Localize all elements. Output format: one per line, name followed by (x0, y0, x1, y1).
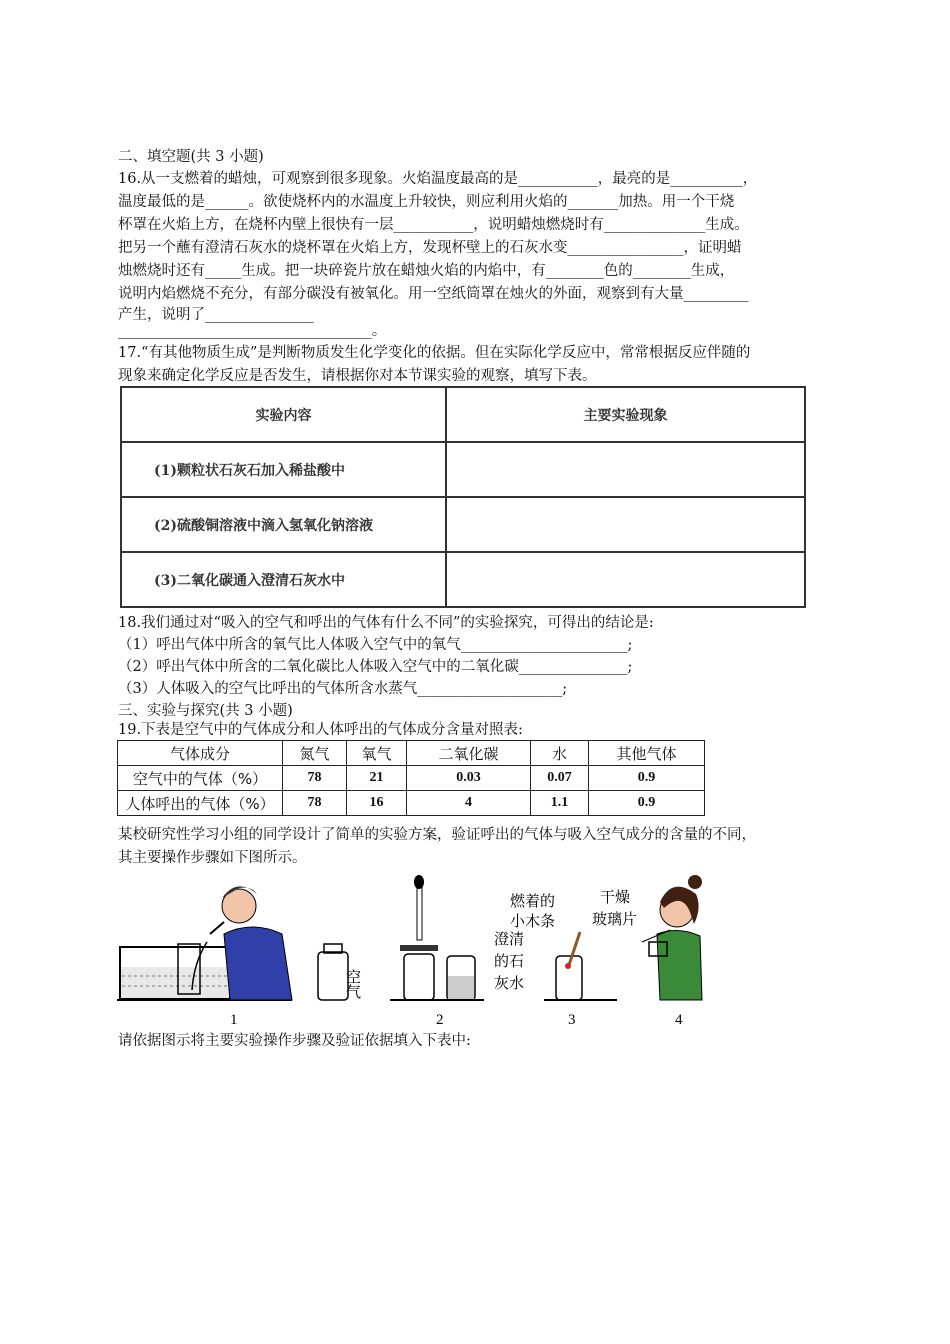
q19-cell: 21 (347, 766, 407, 791)
burning-stick-label: 燃着的 (510, 892, 556, 910)
q19-cell: 0.07 (531, 766, 589, 791)
q18-line: （3）人体吸入的空气比呼出的气体所含水蒸气____________________; (118, 681, 568, 697)
figure-number: 1 (230, 1012, 238, 1028)
q18-line: 18.我们通过对“吸入的空气和呼出的气体有什么不同”的实验探究，可得出的结论是: (118, 615, 654, 631)
figure-2-dropper-bottles (390, 875, 484, 1000)
figure-number: 3 (568, 1012, 576, 1028)
q17-answer-cell[interactable] (446, 552, 805, 607)
q19-cell: 78 (283, 791, 347, 816)
q18-line: （2）呼出气体中所含的二氧化碳比人体吸入空气中的二氧化碳_______________; (118, 659, 633, 675)
q19-table (117, 740, 705, 816)
q17-row-label: (2)硫酸铜溶液中滴入氢氧化钠溶液 (121, 497, 446, 552)
q17-row-label: (1)颗粒状石灰石加入稀盐酸中 (121, 442, 446, 497)
q19-header: 其他气体 (589, 741, 705, 766)
q19-cell: 4 (407, 791, 531, 816)
q19-cell: 16 (347, 791, 407, 816)
q19-header: 氮气 (283, 741, 347, 766)
q16-line: 烛燃烧时还有_____生成。把一块碎瓷片放在蜡烛火焰的内焰中，有________色的________生成， (118, 263, 735, 279)
q19-cell: 78 (283, 766, 347, 791)
q16-line: 杯罩在火焰上方，在烧杯内壁上很快有一层___________，说明蜡烛燃烧时有______________生成。 (118, 217, 749, 233)
q16-line: 温度最低的是______。欲使烧杯内的水温度上升较快，则应利用火焰的_______加热。用一个干烧 (118, 194, 735, 210)
q19-header: 气体成分 (118, 741, 283, 766)
q19-text: 其主要操作步骤如下图所示。 (118, 850, 307, 866)
q19-header: 水 (531, 741, 589, 766)
q17-answer-cell[interactable] (446, 442, 805, 497)
section-3-title: 三、实验与探究(共 3 小题) (118, 703, 293, 719)
experiment-figure (112, 872, 732, 1032)
q19-cell: 0.9 (589, 791, 705, 816)
figure-number: 4 (675, 1012, 683, 1028)
q19-header: 二氧化碳 (407, 741, 531, 766)
q17-answer-cell[interactable] (446, 497, 805, 552)
dry-glass-label: 干燥 (600, 888, 631, 906)
q17-table (120, 386, 806, 608)
q16-line: 说明内焰燃烧不充分，有部分碳没有被氧化。用一空纸筒罩在烛火的外面，观察到有大量_________ (118, 286, 749, 302)
q17-header: 主要实验现象 (446, 387, 805, 442)
q19-cell: 1.1 (531, 791, 589, 816)
q16-line: 把另一个蘸有澄清石灰水的烧杯罩在火焰上方，发现杯壁上的石灰水变________________，证明蜡 (118, 240, 742, 256)
q19-cell: 0.9 (589, 766, 705, 791)
limewater-label: 的石 (494, 952, 525, 970)
figure-number: 2 (436, 1012, 444, 1028)
q17-line: 17.“有其他物质生成”是判断物质发生化学变化的依据。但在实际化学反应中，常常根据反应伴随的 (118, 345, 751, 361)
q19-cell: 0.03 (407, 766, 531, 791)
q19-header: 氧气 (347, 741, 407, 766)
q19-row-label: 人体呼出的气体（%） (118, 791, 283, 816)
limewater-label: 灰水 (494, 974, 525, 992)
q16-line: 16.从一支燃着的蜡烛，可观察到很多现象。火焰温度最高的是___________，最亮的是__________， (118, 171, 758, 187)
figure-3-burning-stick (544, 932, 617, 1000)
q17-header: 实验内容 (121, 387, 446, 442)
q17-line: 现象来确定化学反应是否发生，请根据你对本节课实验的观察，填写下表。 (118, 368, 597, 384)
q19-after: 请依据图示将主要实验操作步骤及验证依据填入下表中: (118, 1033, 471, 1049)
dry-glass-label: 玻璃片 (592, 910, 638, 928)
q19-row-label: 空气中的气体（%） (118, 766, 283, 791)
q16-line: ___________________________________。 (118, 323, 387, 339)
section-2-title: 二、填空题(共 3 小题) (118, 149, 264, 165)
q16-line: 产生，说明了_______________ (118, 307, 314, 323)
q19-text: 某校研究性学习小组的同学设计了简单的实验方案，验证呼出的气体与吸入空气成分的含量的不同， (118, 827, 756, 843)
q19-intro: 19.下表是空气中的气体成分和人体呼出的气体成分含量对照表: (118, 722, 523, 738)
q17-row-label: (3)二氧化碳通入澄清石灰水中 (121, 552, 446, 607)
limewater-label: 澄清 (494, 930, 525, 948)
burning-stick-label: 小木条 (510, 912, 556, 930)
air-label: 空气 (344, 969, 362, 999)
q18-line: （1）呼出气体中所含的氧气比人体吸入空气中的氧气_______________________; (118, 637, 633, 653)
person-4-icon (642, 875, 702, 1000)
